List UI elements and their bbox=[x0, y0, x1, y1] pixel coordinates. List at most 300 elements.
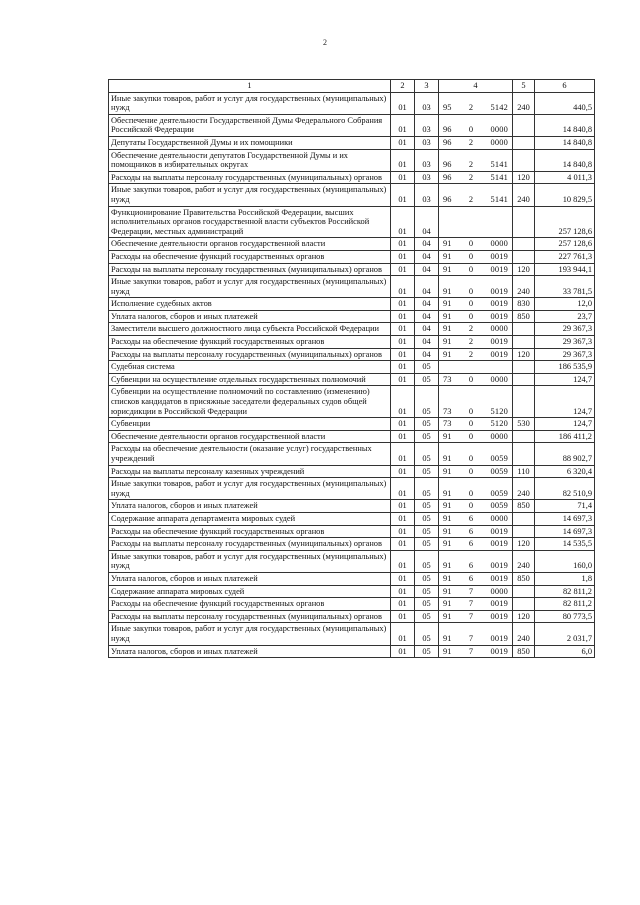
row-amount: 82 811,2 bbox=[535, 598, 595, 611]
target-article-code-parts bbox=[441, 350, 510, 360]
table-row bbox=[109, 250, 595, 263]
row-item-name: Расходы на выплаты персоналу государственных (муниципальных) органов bbox=[109, 348, 391, 361]
row-target-article-code bbox=[439, 585, 513, 598]
target-article-direction: 0019 bbox=[490, 646, 508, 656]
row-target-article-code bbox=[439, 386, 513, 418]
row-amount: 71,4 bbox=[535, 500, 595, 513]
target-article-subprogram: 2 bbox=[468, 172, 473, 182]
target-article-code-parts bbox=[441, 587, 510, 597]
table-row bbox=[109, 336, 595, 349]
row-section-code: 01 bbox=[391, 250, 415, 263]
target-article-code-parts bbox=[441, 539, 510, 549]
target-article-code-parts bbox=[441, 337, 510, 347]
row-section-code: 01 bbox=[391, 500, 415, 513]
row-amount: 186 411,2 bbox=[535, 430, 595, 443]
row-expense-type-code bbox=[513, 430, 535, 443]
row-expense-type-code bbox=[513, 238, 535, 251]
row-section-code: 01 bbox=[391, 149, 415, 171]
target-article-program: 73 bbox=[443, 374, 452, 384]
target-article-subprogram: 6 bbox=[468, 526, 473, 536]
table-row bbox=[109, 500, 595, 513]
row-expense-type-code bbox=[513, 443, 535, 465]
target-article-code-parts bbox=[441, 138, 510, 148]
row-subsection-code: 05 bbox=[415, 538, 439, 551]
target-article-subprogram: 0 bbox=[468, 286, 473, 296]
row-amount: 33 781,5 bbox=[535, 276, 595, 298]
row-expense-type-code bbox=[513, 361, 535, 374]
row-amount: 186 535,9 bbox=[535, 361, 595, 374]
target-article-subprogram: 0 bbox=[468, 239, 473, 249]
row-section-code: 01 bbox=[391, 348, 415, 361]
target-article-subprogram: 0 bbox=[468, 251, 473, 261]
target-article-direction: 0019 bbox=[490, 573, 508, 583]
row-subsection-code: 03 bbox=[415, 184, 439, 206]
row-section-code: 01 bbox=[391, 645, 415, 658]
row-expense-type-code: 850 bbox=[513, 500, 535, 513]
target-article-direction: 5120 bbox=[490, 419, 508, 429]
row-subsection-code: 04 bbox=[415, 323, 439, 336]
target-article-code-parts bbox=[441, 252, 510, 262]
row-target-article-code bbox=[439, 525, 513, 538]
row-amount: 12,0 bbox=[535, 298, 595, 311]
row-subsection-code: 03 bbox=[415, 92, 439, 114]
row-expense-type-code bbox=[513, 136, 535, 149]
row-target-article-code bbox=[439, 92, 513, 114]
row-item-name: Расходы на обеспечение функций государственных органов bbox=[109, 250, 391, 263]
row-amount: 14 840,8 bbox=[535, 136, 595, 149]
row-target-article-code bbox=[439, 298, 513, 311]
row-subsection-code: 03 bbox=[415, 114, 439, 136]
row-item-name: Субвенции на осуществление отдельных государственных полномочий bbox=[109, 373, 391, 386]
row-expense-type-code bbox=[513, 373, 535, 386]
target-article-code-parts bbox=[441, 647, 510, 657]
table-row bbox=[109, 348, 595, 361]
target-article-program: 91 bbox=[443, 311, 452, 321]
target-article-program: 91 bbox=[443, 454, 452, 463]
target-article-code-parts bbox=[441, 634, 510, 644]
target-article-code-parts bbox=[441, 375, 510, 385]
target-article-code-parts bbox=[441, 599, 510, 609]
table-row bbox=[109, 323, 595, 336]
table-row bbox=[109, 136, 595, 149]
table-row bbox=[109, 443, 595, 465]
target-article-code-parts bbox=[441, 454, 510, 464]
row-item-name: Иные закупки товаров, работ и услуг для государственных (муниципальных) нужд bbox=[109, 184, 391, 206]
row-expense-type-code bbox=[513, 525, 535, 538]
row-amount: 124,7 bbox=[535, 418, 595, 431]
table-row bbox=[109, 525, 595, 538]
target-article-direction: 0059 bbox=[490, 488, 508, 498]
target-article-subprogram: 6 bbox=[468, 539, 473, 549]
row-section-code: 01 bbox=[391, 538, 415, 551]
target-article-direction: 5141 bbox=[490, 172, 508, 182]
row-expense-type-code: 240 bbox=[513, 623, 535, 645]
row-target-article-code bbox=[439, 171, 513, 184]
row-target-article-code bbox=[439, 478, 513, 500]
row-target-article-code bbox=[439, 361, 513, 374]
target-article-subprogram: 7 bbox=[468, 599, 473, 609]
row-subsection-code: 04 bbox=[415, 276, 439, 298]
row-target-article-code bbox=[439, 465, 513, 478]
row-item-name: Судебная система bbox=[109, 361, 391, 374]
target-article-direction: 0019 bbox=[490, 311, 508, 321]
target-article-direction: 5120 bbox=[490, 406, 508, 416]
target-article-subprogram: 2 bbox=[468, 194, 473, 204]
row-target-article-code bbox=[439, 336, 513, 349]
row-item-name: Уплата налогов, сборов и иных платежей bbox=[109, 572, 391, 585]
row-item-name: Уплата налогов, сборов и иных платежей bbox=[109, 645, 391, 658]
row-item-name: Расходы на обеспечение функций государственных органов bbox=[109, 525, 391, 538]
target-article-direction: 0059 bbox=[490, 501, 508, 511]
row-amount: 23,7 bbox=[535, 310, 595, 323]
target-article-code-parts bbox=[441, 514, 510, 524]
row-target-article-code bbox=[439, 206, 513, 238]
row-subsection-code: 05 bbox=[415, 465, 439, 478]
row-amount: 124,7 bbox=[535, 373, 595, 386]
header-cell-1: 1 bbox=[109, 80, 391, 93]
row-section-code: 01 bbox=[391, 465, 415, 478]
target-article-direction: 0019 bbox=[490, 286, 508, 296]
target-article-program: 96 bbox=[443, 125, 452, 135]
target-article-direction: 0000 bbox=[490, 513, 508, 523]
row-expense-type-code: 240 bbox=[513, 478, 535, 500]
target-article-subprogram: 0 bbox=[468, 406, 473, 416]
target-article-program: 91 bbox=[443, 431, 452, 441]
target-article-subprogram: 2 bbox=[468, 103, 473, 113]
header-cell-4: 4 bbox=[439, 80, 513, 93]
row-target-article-code bbox=[439, 572, 513, 585]
table-row bbox=[109, 298, 595, 311]
row-section-code: 01 bbox=[391, 184, 415, 206]
row-item-name: Обеспечение деятельности органов государственной власти bbox=[109, 430, 391, 443]
table-row bbox=[109, 478, 595, 500]
row-subsection-code: 05 bbox=[415, 361, 439, 374]
target-article-code-parts bbox=[441, 239, 510, 249]
row-subsection-code: 04 bbox=[415, 310, 439, 323]
row-subsection-code: 05 bbox=[415, 572, 439, 585]
row-amount: 2 031,7 bbox=[535, 623, 595, 645]
row-section-code: 01 bbox=[391, 361, 415, 374]
row-section-code: 01 bbox=[391, 550, 415, 572]
row-target-article-code bbox=[439, 276, 513, 298]
row-amount: 193 944,1 bbox=[535, 263, 595, 276]
row-expense-type-code: 240 bbox=[513, 276, 535, 298]
target-article-code-parts bbox=[441, 103, 510, 113]
row-amount: 257 128,6 bbox=[535, 238, 595, 251]
row-amount: 88 902,7 bbox=[535, 443, 595, 465]
row-section-code: 01 bbox=[391, 373, 415, 386]
row-section-code: 01 bbox=[391, 585, 415, 598]
target-article-program: 91 bbox=[443, 299, 452, 309]
target-article-program: 91 bbox=[443, 488, 452, 498]
target-article-subprogram: 0 bbox=[468, 311, 473, 321]
row-target-article-code bbox=[439, 310, 513, 323]
target-article-subprogram: 0 bbox=[468, 431, 473, 441]
row-item-name: Заместители высшего должностного лица субъекта Российской Федерации bbox=[109, 323, 391, 336]
target-article-program: 91 bbox=[443, 324, 452, 334]
target-article-code-parts bbox=[441, 432, 510, 442]
row-subsection-code: 03 bbox=[415, 171, 439, 184]
row-target-article-code bbox=[439, 136, 513, 149]
target-article-program: 73 bbox=[443, 419, 452, 429]
target-article-program: 91 bbox=[443, 633, 452, 643]
target-article-program: 96 bbox=[443, 137, 452, 147]
target-article-direction: 0000 bbox=[490, 374, 508, 384]
row-subsection-code: 04 bbox=[415, 250, 439, 263]
row-expense-type-code bbox=[513, 323, 535, 336]
table-row bbox=[109, 585, 595, 598]
budget-table bbox=[108, 79, 595, 658]
table-row bbox=[109, 598, 595, 611]
row-expense-type-code bbox=[513, 114, 535, 136]
row-item-name: Иные закупки товаров, работ и услуг для государственных (муниципальных) нужд bbox=[109, 276, 391, 298]
row-subsection-code: 05 bbox=[415, 598, 439, 611]
table-row bbox=[109, 465, 595, 478]
row-expense-type-code: 240 bbox=[513, 184, 535, 206]
row-subsection-code: 05 bbox=[415, 525, 439, 538]
target-article-subprogram: 0 bbox=[468, 264, 473, 274]
row-subsection-code: 05 bbox=[415, 585, 439, 598]
target-article-program: 91 bbox=[443, 586, 452, 596]
target-article-code-parts bbox=[441, 265, 510, 275]
target-article-subprogram: 0 bbox=[468, 501, 473, 511]
target-article-code-parts bbox=[441, 312, 510, 322]
row-subsection-code: 04 bbox=[415, 238, 439, 251]
table-row bbox=[109, 238, 595, 251]
row-section-code: 01 bbox=[391, 336, 415, 349]
row-item-name: Иные закупки товаров, работ и услуг для государственных (муниципальных) нужд bbox=[109, 92, 391, 114]
row-amount: 29 367,3 bbox=[535, 348, 595, 361]
row-expense-type-code bbox=[513, 336, 535, 349]
row-item-name: Расходы на обеспечение функций государственных органов bbox=[109, 598, 391, 611]
row-subsection-code: 05 bbox=[415, 512, 439, 525]
row-amount: 80 773,5 bbox=[535, 610, 595, 623]
row-amount: 29 367,3 bbox=[535, 336, 595, 349]
row-item-name: Обеспечение деятельности органов государственной власти bbox=[109, 238, 391, 251]
row-expense-type-code bbox=[513, 512, 535, 525]
target-article-direction: 0019 bbox=[490, 526, 508, 536]
target-article-program: 91 bbox=[443, 599, 452, 609]
row-amount: 227 761,3 bbox=[535, 250, 595, 263]
row-item-name: Субвенции bbox=[109, 418, 391, 431]
target-article-code-parts bbox=[441, 160, 510, 170]
row-target-article-code bbox=[439, 443, 513, 465]
row-item-name: Иные закупки товаров, работ и услуг для государственных (муниципальных) нужд bbox=[109, 478, 391, 500]
target-article-code-parts bbox=[441, 561, 510, 571]
target-article-code-parts bbox=[441, 324, 510, 334]
row-subsection-code: 03 bbox=[415, 136, 439, 149]
target-article-program: 91 bbox=[443, 513, 452, 523]
row-section-code: 01 bbox=[391, 171, 415, 184]
row-target-article-code bbox=[439, 500, 513, 513]
row-subsection-code: 04 bbox=[415, 298, 439, 311]
table-row bbox=[109, 171, 595, 184]
table-row bbox=[109, 92, 595, 114]
row-expense-type-code: 850 bbox=[513, 572, 535, 585]
table-header-row bbox=[109, 80, 595, 93]
target-article-subprogram: 0 bbox=[468, 374, 473, 384]
row-section-code: 01 bbox=[391, 478, 415, 500]
row-section-code: 01 bbox=[391, 323, 415, 336]
target-article-program: 91 bbox=[443, 466, 452, 476]
table-row bbox=[109, 276, 595, 298]
table-row bbox=[109, 645, 595, 658]
target-article-program: 96 bbox=[443, 194, 452, 204]
target-article-direction: 0019 bbox=[490, 264, 508, 274]
row-section-code: 01 bbox=[391, 598, 415, 611]
row-item-name: Расходы на обеспечение функций государственных органов bbox=[109, 336, 391, 349]
target-article-direction: 0059 bbox=[490, 454, 508, 463]
target-article-direction: 0019 bbox=[490, 633, 508, 643]
row-target-article-code bbox=[439, 323, 513, 336]
row-section-code: 01 bbox=[391, 276, 415, 298]
row-amount: 1,8 bbox=[535, 572, 595, 585]
row-section-code: 01 bbox=[391, 92, 415, 114]
target-article-subprogram: 7 bbox=[468, 611, 473, 621]
row-target-article-code bbox=[439, 149, 513, 171]
target-article-program: 73 bbox=[443, 406, 452, 416]
target-article-subprogram: 0 bbox=[468, 454, 473, 463]
target-article-subprogram: 7 bbox=[468, 646, 473, 656]
page-number: 2 bbox=[323, 38, 327, 47]
row-amount: 4 011,3 bbox=[535, 171, 595, 184]
row-subsection-code: 05 bbox=[415, 610, 439, 623]
target-article-code-parts bbox=[441, 195, 510, 205]
row-section-code: 01 bbox=[391, 263, 415, 276]
row-target-article-code bbox=[439, 114, 513, 136]
row-section-code: 01 bbox=[391, 238, 415, 251]
row-amount: 82 510,9 bbox=[535, 478, 595, 500]
row-target-article-code bbox=[439, 250, 513, 263]
row-subsection-code: 05 bbox=[415, 550, 439, 572]
row-target-article-code bbox=[439, 538, 513, 551]
target-article-subprogram: 0 bbox=[468, 466, 473, 476]
row-item-name: Обеспечение деятельности депутатов Государственной Думы и их помощников в избирательных округах bbox=[109, 149, 391, 171]
row-expense-type-code bbox=[513, 598, 535, 611]
target-article-code-parts bbox=[441, 287, 510, 297]
target-article-program: 91 bbox=[443, 264, 452, 274]
target-article-code-parts bbox=[441, 173, 510, 183]
target-article-direction: 0019 bbox=[490, 251, 508, 261]
target-article-subprogram: 6 bbox=[468, 513, 473, 523]
row-expense-type-code: 120 bbox=[513, 263, 535, 276]
target-article-direction: 0000 bbox=[490, 125, 508, 135]
row-item-name: Уплата налогов, сборов и иных платежей bbox=[109, 310, 391, 323]
target-article-program: 91 bbox=[443, 239, 452, 249]
row-subsection-code: 05 bbox=[415, 430, 439, 443]
row-section-code: 01 bbox=[391, 386, 415, 418]
row-amount: 440,5 bbox=[535, 92, 595, 114]
target-article-program: 96 bbox=[443, 160, 452, 170]
target-article-code-parts bbox=[441, 501, 510, 511]
target-article-code-parts bbox=[441, 574, 510, 584]
row-section-code: 01 bbox=[391, 623, 415, 645]
row-target-article-code bbox=[439, 238, 513, 251]
target-article-program: 91 bbox=[443, 251, 452, 261]
row-item-name: Депутаты Государственной Думы и их помощники bbox=[109, 136, 391, 149]
row-expense-type-code bbox=[513, 206, 535, 238]
target-article-subprogram: 0 bbox=[468, 419, 473, 429]
target-article-direction: 0059 bbox=[490, 466, 508, 476]
table-row bbox=[109, 184, 595, 206]
target-article-program: 91 bbox=[443, 539, 452, 549]
target-article-subprogram: 2 bbox=[468, 324, 473, 334]
target-article-subprogram: 2 bbox=[468, 349, 473, 359]
target-article-program: 91 bbox=[443, 286, 452, 296]
row-section-code: 01 bbox=[391, 610, 415, 623]
row-item-name: Уплата налогов, сборов и иных платежей bbox=[109, 500, 391, 513]
row-target-article-code bbox=[439, 418, 513, 431]
row-subsection-code: 04 bbox=[415, 348, 439, 361]
row-target-article-code bbox=[439, 550, 513, 572]
table-row bbox=[109, 373, 595, 386]
row-expense-type-code bbox=[513, 585, 535, 598]
target-article-subprogram: 0 bbox=[468, 488, 473, 498]
target-article-code-parts bbox=[441, 612, 510, 622]
row-amount: 124,7 bbox=[535, 386, 595, 418]
row-target-article-code bbox=[439, 610, 513, 623]
target-article-code-parts bbox=[441, 489, 510, 499]
row-section-code: 01 bbox=[391, 298, 415, 311]
row-section-code: 01 bbox=[391, 418, 415, 431]
row-item-name: Содержание аппарата департамента мировых судей bbox=[109, 512, 391, 525]
target-article-direction: 5141 bbox=[490, 194, 508, 204]
target-article-code-parts bbox=[441, 407, 510, 417]
row-target-article-code bbox=[439, 373, 513, 386]
row-expense-type-code bbox=[513, 149, 535, 171]
row-expense-type-code bbox=[513, 386, 535, 418]
row-target-article-code bbox=[439, 598, 513, 611]
row-item-name: Исполнение судебных актов bbox=[109, 298, 391, 311]
row-section-code: 01 bbox=[391, 525, 415, 538]
row-section-code: 01 bbox=[391, 114, 415, 136]
target-article-subprogram: 2 bbox=[468, 137, 473, 147]
table-row bbox=[109, 512, 595, 525]
target-article-direction: 0019 bbox=[490, 337, 508, 347]
row-amount: 6,0 bbox=[535, 645, 595, 658]
row-expense-type-code: 120 bbox=[513, 348, 535, 361]
row-section-code: 01 bbox=[391, 512, 415, 525]
header-cell-5: 5 bbox=[513, 80, 535, 93]
budget-table-body bbox=[109, 80, 595, 658]
row-item-name: Расходы на выплаты персоналу казенных учреждений bbox=[109, 465, 391, 478]
target-article-direction: 0019 bbox=[490, 349, 508, 359]
row-item-name: Содержание аппарата мировых судей bbox=[109, 585, 391, 598]
row-item-name: Иные закупки товаров, работ и услуг для государственных (муниципальных) нужд bbox=[109, 550, 391, 572]
row-item-name: Расходы на выплаты персоналу государственных (муниципальных) органов bbox=[109, 538, 391, 551]
table-row bbox=[109, 361, 595, 374]
row-section-code: 01 bbox=[391, 443, 415, 465]
row-item-name: Обеспечение деятельности Государственной Думы Федерального Собрания Российской Федерации bbox=[109, 114, 391, 136]
row-subsection-code: 05 bbox=[415, 500, 439, 513]
row-item-name: Иные закупки товаров, работ и услуг для государственных (муниципальных) нужд bbox=[109, 623, 391, 645]
target-article-program: 96 bbox=[443, 172, 452, 182]
table-row bbox=[109, 310, 595, 323]
row-amount: 29 367,3 bbox=[535, 323, 595, 336]
row-amount: 257 128,6 bbox=[535, 206, 595, 238]
target-article-direction: 0019 bbox=[490, 539, 508, 549]
table-row bbox=[109, 114, 595, 136]
row-subsection-code: 05 bbox=[415, 418, 439, 431]
row-amount: 14 535,5 bbox=[535, 538, 595, 551]
row-subsection-code: 03 bbox=[415, 149, 439, 171]
target-article-program: 95 bbox=[443, 103, 452, 113]
row-amount: 6 320,4 bbox=[535, 465, 595, 478]
row-target-article-code bbox=[439, 512, 513, 525]
row-amount: 82 811,2 bbox=[535, 585, 595, 598]
table-row bbox=[109, 550, 595, 572]
header-cell-2: 2 bbox=[391, 80, 415, 93]
